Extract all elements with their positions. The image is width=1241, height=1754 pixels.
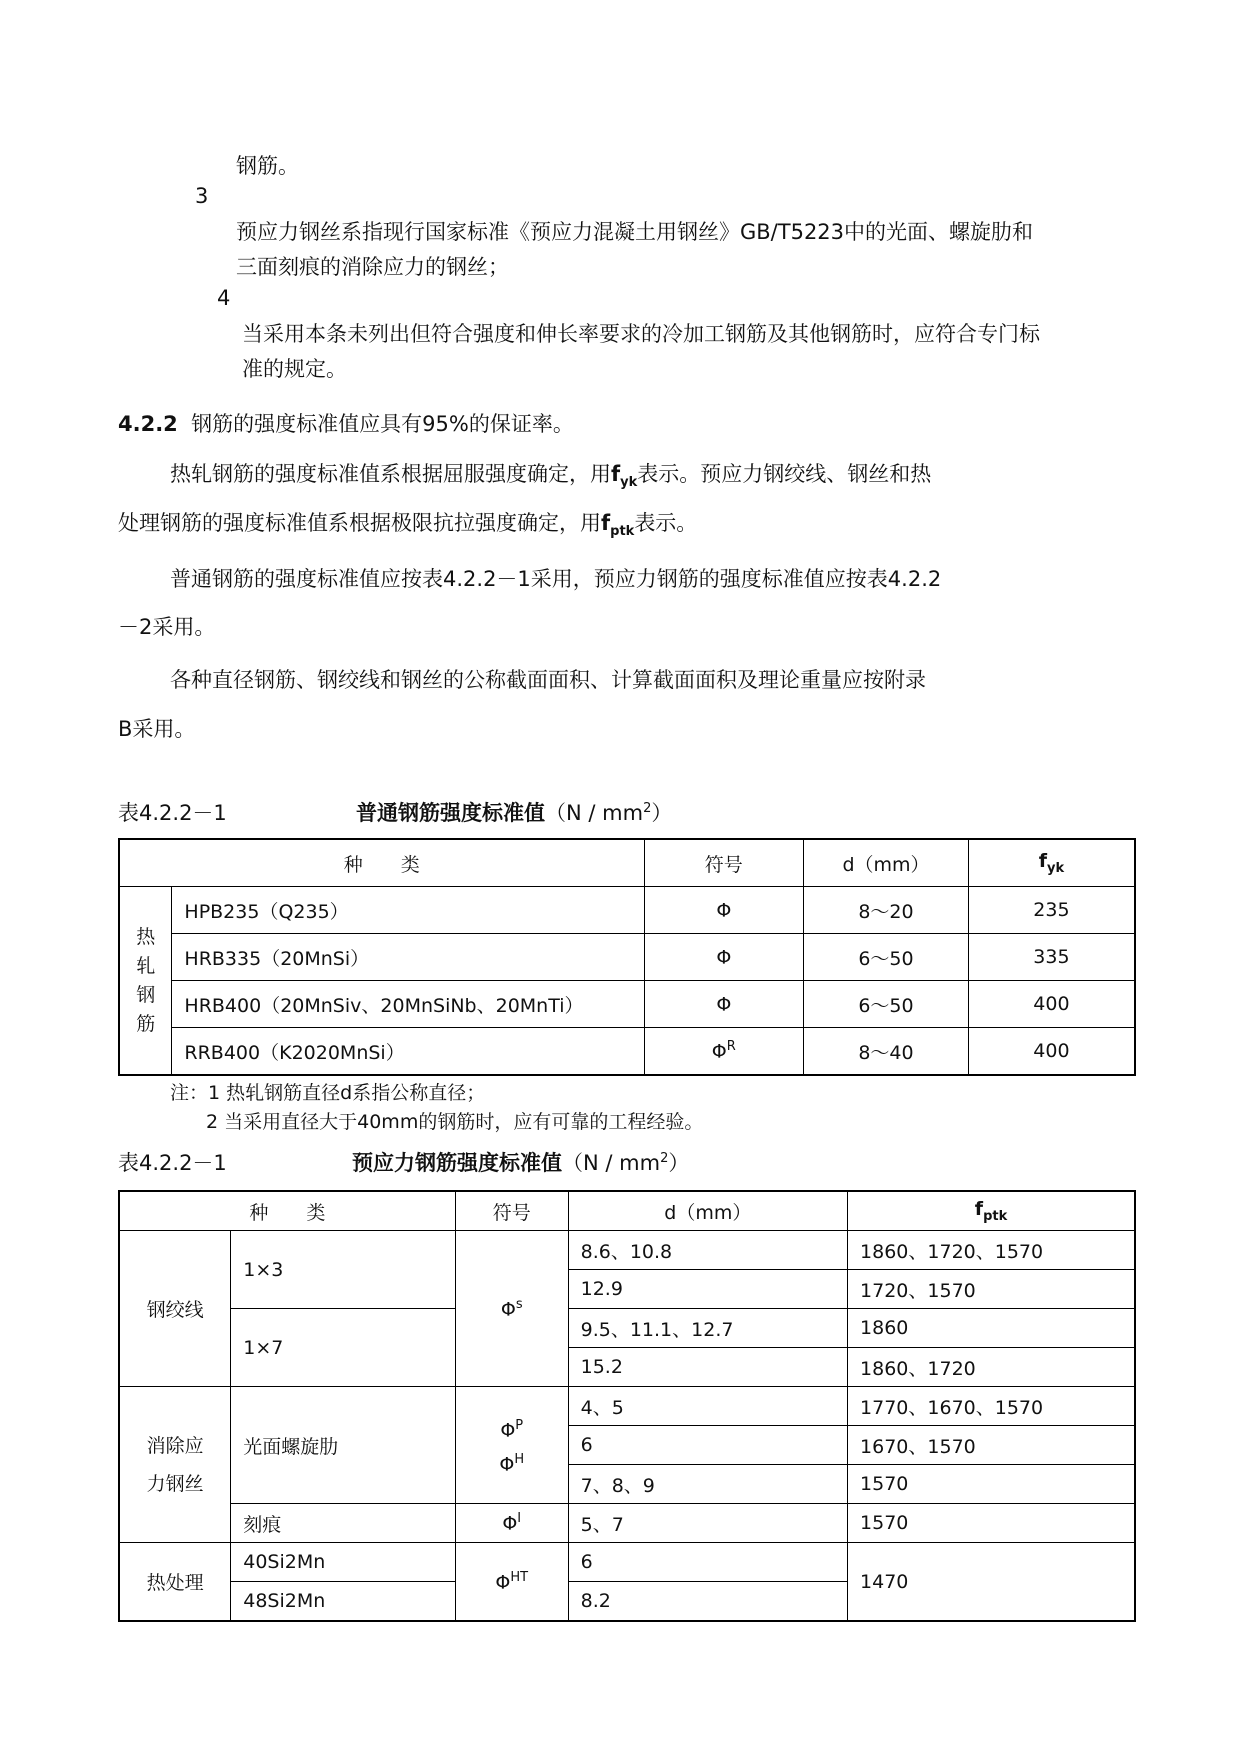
- table1-header-d: d（mm）: [804, 839, 969, 887]
- table2-sub-48si2mn: 48Si2Mn: [231, 1582, 456, 1622]
- table-row: [119, 1543, 1135, 1582]
- f-label: f: [974, 1198, 984, 1221]
- table2-cell-d: 9.5、11.1、12.7: [568, 1309, 847, 1348]
- table2-caption: [352, 1147, 689, 1177]
- phi-sup-ht: HT: [510, 1569, 529, 1585]
- phi-sup: s: [515, 1296, 523, 1312]
- table2-header-f: [848, 1191, 1135, 1231]
- phi-h-line: [456, 1445, 568, 1479]
- table2-unit-end: ）: [668, 1151, 690, 1175]
- table1-group-label: 热 轧 钢 筋: [119, 887, 172, 1076]
- paragraph-3-line-1: 各种直径钢筋、钢绞线和钢丝的公称截面面积、计算截面面积及理论重量应按附录: [170, 668, 926, 692]
- table1-note-1: 注：1 热轧钢筋直径d系指公称直径；: [170, 1082, 486, 1104]
- table2-sub-1x7: 1×7: [231, 1309, 456, 1387]
- table2-sub-40si2mn: 40Si2Mn: [231, 1543, 456, 1582]
- phi-sup-h: H: [514, 1452, 525, 1467]
- table1-cell-f: 235: [968, 887, 1135, 934]
- table2-cell-d: 6: [568, 1543, 847, 1582]
- table2-cell-f: 1770、1670、1570: [848, 1387, 1135, 1426]
- table2-unit-sup: 2: [660, 1151, 669, 1166]
- list-item-4-line-1: 当采用本条未列出但符合强度和伸长率要求的冷加工钢筋及其他钢筋时，应符合专门标: [242, 322, 1040, 346]
- list-item-tail: 钢筋。: [236, 154, 299, 178]
- f-sub: ptk: [983, 1208, 1008, 1224]
- para1-text-a: 热轧钢筋的强度标准值系根据屈服强度确定，用: [170, 462, 611, 486]
- table-row: [119, 1387, 1135, 1426]
- f-sub: yk: [1047, 860, 1065, 876]
- table2-cell-f: 1860、1720: [848, 1348, 1135, 1387]
- table2-label: 表4.2.2－1: [118, 1151, 227, 1175]
- table1-unit-sup: 2: [643, 801, 652, 816]
- table2-cell-d: 6: [568, 1426, 847, 1465]
- table1-cell-d: 8～40: [804, 1028, 969, 1076]
- phi-symbol: Φ: [500, 1419, 516, 1441]
- symbol-sub-ptk: ptk: [610, 524, 635, 540]
- table-row: [119, 981, 1135, 1028]
- list-number-4: 4: [217, 286, 231, 310]
- symbol-sub-yk: yk: [620, 475, 638, 491]
- table1-note-2: 2 当采用直径大于40mm的钢筋时，应有可靠的工程经验。: [206, 1111, 704, 1133]
- table2-header-symbol: 符号: [455, 1191, 568, 1231]
- table2-symbol-indented: [455, 1504, 568, 1543]
- table2-header-row: [119, 1191, 1135, 1231]
- phi-sup: R: [726, 1039, 736, 1055]
- table1-cell-f: 400: [968, 981, 1135, 1028]
- table2-cell-d: 4、5: [568, 1387, 847, 1426]
- table2-cell-f: 1720、1570: [848, 1270, 1135, 1309]
- table-row: [119, 1028, 1135, 1076]
- table2-cell-d: 12.9: [568, 1270, 847, 1309]
- table1-header-f: [968, 839, 1135, 887]
- table1-header-symbol: 符号: [644, 839, 804, 887]
- table2-cell-f: 1570: [848, 1465, 1135, 1504]
- list-item-3-line-1: 预应力钢丝系指现行国家标准《预应力混凝土用钢丝》GB/T5223中的光面、螺旋肋和: [236, 220, 1034, 244]
- phi-p-line: [456, 1411, 568, 1445]
- section-heading-text: 钢筋的强度标准值应具有95%的保证率。: [191, 412, 574, 436]
- table1-cell-d: 8～20: [804, 887, 969, 934]
- para1-text-d: 表示。: [634, 511, 698, 535]
- table-row: [119, 1231, 1135, 1270]
- section-heading: [118, 408, 574, 438]
- f-label: f: [1038, 850, 1047, 873]
- table1-cell-symbol: [644, 887, 804, 934]
- table1-label: 表4.2.2－1: [118, 801, 227, 825]
- phi-symbol: Φ: [495, 1571, 511, 1594]
- phi-sup-i: I: [517, 1511, 522, 1527]
- phi-symbol: Φ: [711, 1040, 727, 1063]
- phi-symbol: Φ: [500, 1298, 516, 1321]
- table1-cell-f: 335: [968, 934, 1135, 981]
- symbol-f: f: [611, 462, 621, 486]
- table1-cell-d: 6～50: [804, 934, 969, 981]
- table2-group-strand: 钢绞线: [119, 1231, 231, 1387]
- para1-text-b: 表示。预应力钢绞线、钢丝和热: [637, 462, 932, 486]
- table2-sub-smooth-spiral: 光面螺旋肋: [231, 1387, 456, 1504]
- table1-cell-name: HRB335（20MnSi）: [172, 934, 644, 981]
- table1-caption: [356, 797, 672, 827]
- table2-group-heat-treated: 热处理: [119, 1543, 231, 1622]
- phi-sup-p: P: [515, 1417, 524, 1433]
- phi-symbol: Φ: [716, 899, 732, 922]
- table2-symbol-strand: [455, 1231, 568, 1387]
- table1-header-row: [119, 839, 1135, 887]
- table1-unit: （N / mm: [545, 801, 644, 825]
- list-item-3-line-2: 三面刻痕的消除应力的钢丝；: [236, 255, 509, 279]
- phi-symbol: Φ: [716, 946, 732, 969]
- section-number: 4.2.2: [118, 412, 178, 436]
- table1-cell-d: 6～50: [804, 981, 969, 1028]
- phi-symbol: Φ: [716, 993, 732, 1016]
- table2-header-d: d（mm）: [568, 1191, 847, 1231]
- table1-cell-f: 400: [968, 1028, 1135, 1076]
- table1-title: 普通钢筋强度标准值: [356, 801, 545, 825]
- table2-cell-d: 8.2: [568, 1582, 847, 1622]
- table1-cell-name: HRB400（20MnSiv、20MnSiNb、20MnTi）: [172, 981, 644, 1028]
- table-row: [119, 1309, 1135, 1348]
- paragraph-2-line-2: －2采用。: [118, 615, 216, 639]
- table2-cell-f: 1860: [848, 1309, 1135, 1348]
- para1-text-c: 处理钢筋的强度标准值系根据极限抗拉强度确定，用: [118, 511, 601, 535]
- table1-cell-name: RRB400（K2020MnSi）: [172, 1028, 644, 1076]
- table2-cell-d: 8.6、10.8: [568, 1231, 847, 1270]
- symbol-f-2: f: [601, 511, 611, 535]
- table2: [118, 1190, 1136, 1622]
- table2-cell-f: 1470: [848, 1543, 1135, 1622]
- table-row: [119, 887, 1135, 934]
- table2-cell-d: 5、7: [568, 1504, 847, 1543]
- table1-cell-symbol: [644, 1028, 804, 1076]
- table1-unit-end: ）: [651, 801, 673, 825]
- list-item-4-line-2: 准的规定。: [242, 357, 347, 381]
- table2-cell-d: 15.2: [568, 1348, 847, 1387]
- table1-cell-symbol: [644, 934, 804, 981]
- table2-cell-d: 7、8、9: [568, 1465, 847, 1504]
- table2-symbol-smooth-spiral: [455, 1387, 568, 1504]
- phi-symbol: Φ: [502, 1512, 518, 1535]
- paragraph-2-line-1: 普通钢筋的强度标准值应按表4.2.2－1采用，预应力钢筋的强度标准值应按表4.2.2: [170, 567, 942, 591]
- paragraph-1-line-1: [170, 458, 931, 490]
- table1-cell-symbol: [644, 981, 804, 1028]
- table1-cell-name: HPB235（Q235）: [172, 887, 644, 934]
- table2-unit: （N / mm: [562, 1151, 661, 1175]
- table-row: [119, 934, 1135, 981]
- table2-sub-1x3: 1×3: [231, 1231, 456, 1309]
- table1: [118, 838, 1136, 1076]
- table2-title: 预应力钢筋强度标准值: [352, 1151, 562, 1175]
- paragraph-3-line-2: B采用。: [118, 717, 196, 741]
- phi-symbol: Φ: [499, 1453, 515, 1476]
- table2-cell-f: 1670、1570: [848, 1426, 1135, 1465]
- table2-group-wire: 消除应 力钢丝: [119, 1387, 231, 1543]
- table2-header-kind: 种 类: [119, 1191, 455, 1231]
- table-row: [119, 1504, 1135, 1543]
- table2-cell-f: 1860、1720、1570: [848, 1231, 1135, 1270]
- list-number-3: 3: [195, 184, 209, 208]
- table1-header-kind: 种 类: [119, 839, 644, 887]
- paragraph-1-line-2: [118, 507, 697, 539]
- table2-symbol-heat-treated: [455, 1543, 568, 1622]
- table2-sub-indented: 刻痕: [231, 1504, 456, 1543]
- table2-cell-f: 1570: [848, 1504, 1135, 1543]
